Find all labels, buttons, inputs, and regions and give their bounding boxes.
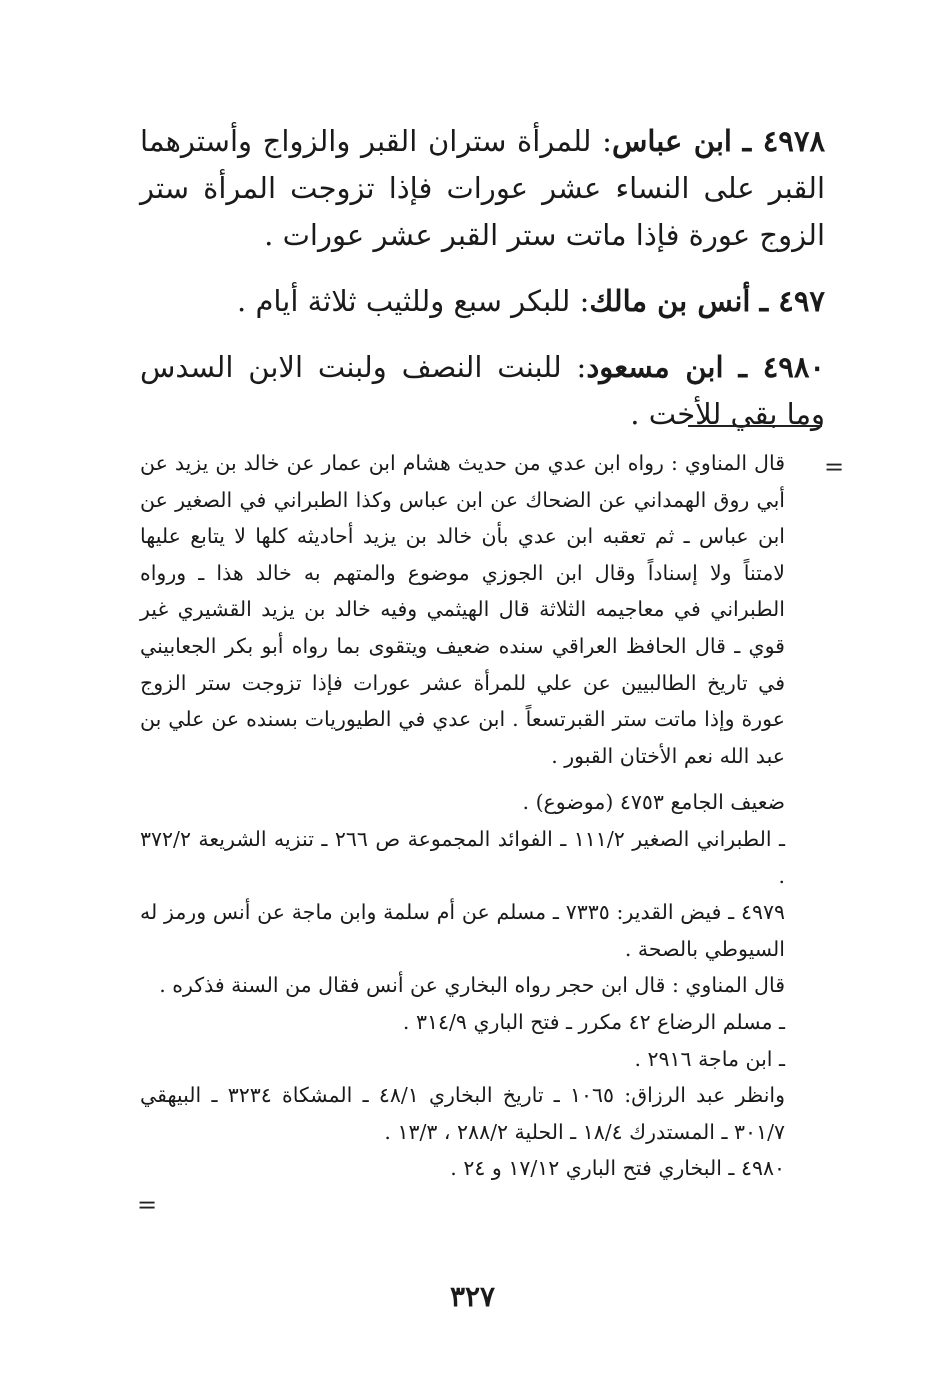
footnote-paragraph: ٤٩٨٠ ـ البخاري فتح الباري ١٧/١٢ و ٢٤ .	[450, 1156, 785, 1181]
continuation-mark-bottom: =	[137, 1191, 158, 1219]
hadith-entry-497	[140, 278, 825, 325]
footnote-paragraph: ضعيف الجامع ٤٧٥٣ (موضوع) .	[522, 790, 785, 815]
footnote-paragraph: قال المناوي : رواه ابن عدي من حديث هشام ابن عمار عن خالد بن يزيد عن أبي روق الهمداني عن الضحاك عن ابن عباس وكذا الطبراني في الصغير عن ابن عباس ـ ثم تعقبه ابن عدي بأن خالد بن يزيد أحاديثه كلها لا يتابع عليها لامتناً ولا إسناداً وقال ابن الجوزي موضوع والمتهم به خالد هذا ـ ورواه الطبراني في معاجيمه الثلاثة قال الهيثمي وفيه خالد بن يزيد القشيري غير قوي ـ قال الحافظ العراقي سنده ضعيف ويتقوى بما رواه أبو بكر الجعابيني في تاريخ الطالبيين عن علي للمرأة عشر عورات فإذا تزوجت ستر الزوج عورة وإذا ماتت ستر القبرتسعاً . ابن عدي في الطيوريات بسنده عن علي بن عبد الله نعم الأختان القبور .	[140, 451, 785, 768]
footnote-paragraph: قال المناوي : قال ابن حجر رواه البخاري عن أنس فقال من السنة فذكره .	[159, 973, 785, 998]
footnote-paragraph: ـ مسلم الرضاع ٤٢ مكرر ـ فتح الباري ٣١٤/٩ .	[402, 1009, 785, 1034]
entry-number: ٤٩٧٨ ـ	[742, 124, 826, 158]
footnote-paragraph: ٤٩٧٩ ـ فيض القدير: ٧٣٣٥ ـ مسلم عن أم سلمة وابن ماجة عن أنس ورمز له السيوطي بالصحة .	[140, 900, 785, 961]
footnote-separator	[688, 425, 822, 427]
entry-number: ٤٩٨٠ ـ	[738, 350, 825, 384]
entry-number: ٤٩٧ ـ	[759, 284, 825, 318]
hadith-text: : للبنت النصف ولبنت الابن السدس وما بقي للأخت .	[140, 350, 825, 431]
continuation-mark-top: =	[824, 453, 845, 481]
hadith-text: : للمرأة ستران القبر والزواج وأسترهما القبر على النساء عشر عورات فإذا تزوجت المرأة ستر الزوج عورة فإذا ماتت ستر القبر عشر عورات .	[140, 124, 825, 252]
footnotes	[140, 445, 825, 1187]
narrator-name: ابن مسعود	[586, 350, 724, 384]
footnote-paragraph: وانظر عبد الرزاق: ١٠٦٥ ـ تاريخ البخاري ٤٨/١ ـ المشكاة ٣٢٣٤ ـ البيهقي ٣٠١/٧ ـ المستدرك ١٨/٤ ـ الحلية ٢٨٨/٢ ، ١٣/٣ .	[140, 1083, 785, 1144]
narrator-name: أنس بن مالك	[589, 284, 751, 318]
hadith-entry-4980	[140, 344, 825, 438]
footnote-paragraph: ـ الطبراني الصغير ١١١/٢ ـ الفوائد المجموعة ص ٢٦٦ ـ تنزيه الشريعة ٣٧٢/٢ .	[140, 826, 785, 888]
main-text	[140, 118, 825, 457]
hadith-text: : للبكر سبع وللثيب ثلاثة أيام .	[237, 284, 590, 318]
footnote-paragraph: ـ ابن ماجة ٢٩١٦ .	[634, 1046, 785, 1071]
page-number: ٣٢٧	[449, 1280, 496, 1313]
hadith-entry-4978	[140, 118, 825, 259]
narrator-name: ابن عباس	[611, 124, 732, 158]
